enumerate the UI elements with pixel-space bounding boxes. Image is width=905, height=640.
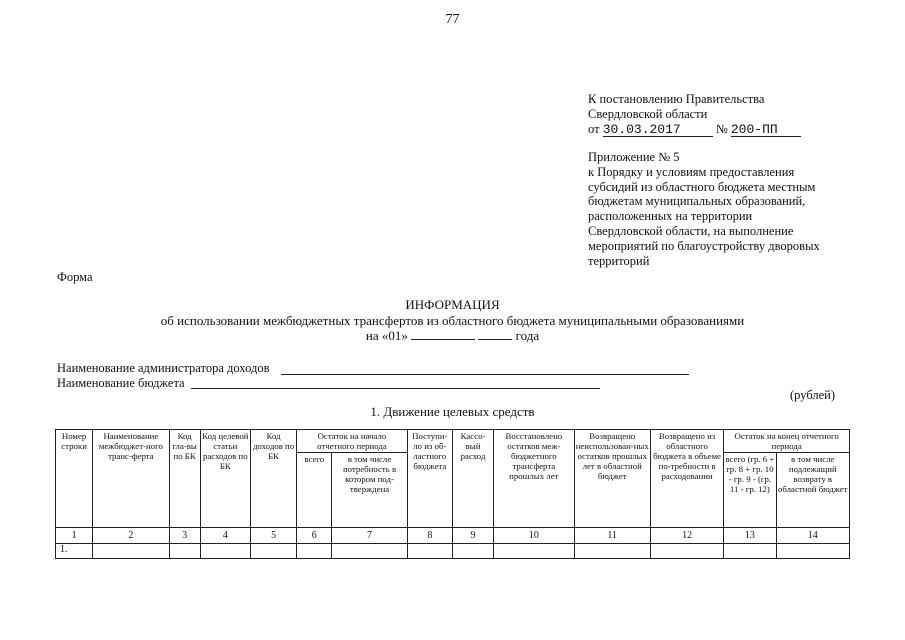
column-number: 6 <box>297 528 332 544</box>
resolution-line-1: К постановлению Правительства <box>588 92 765 106</box>
column-number: 11 <box>574 528 650 544</box>
column-number: 4 <box>200 528 250 544</box>
header-returned-from-region: Возвращено из областного бюджета в объеме по-требности в расходовании <box>650 430 723 528</box>
admin-label: Наименование администратора доходов <box>57 361 270 375</box>
resolution-date: 30.03.2017 <box>603 123 713 137</box>
column-number: 13 <box>724 528 776 544</box>
header-closing-to-return: в том числе подлежащий возврату в областной бюджет <box>776 453 849 528</box>
table-cell[interactable] <box>452 544 493 559</box>
document-title: ИНФОРМАЦИЯ <box>405 297 500 312</box>
report-year-blank[interactable] <box>478 339 512 340</box>
column-number: 14 <box>776 528 849 544</box>
header-chapter-code: Код гла-вы по БК <box>169 430 200 528</box>
header-target-article-code: Код целевой статьи расходов по БК <box>200 430 250 528</box>
column-number: 8 <box>407 528 452 544</box>
header-row-number: Номер строки <box>56 430 93 528</box>
column-number: 2 <box>93 528 169 544</box>
table-cell[interactable] <box>724 544 776 559</box>
funds-table <box>55 429 850 559</box>
header-received: Поступи-ло из об-ластного бюджета <box>407 430 452 528</box>
resolution-number-prefix: № <box>715 122 728 136</box>
form-label: Форма <box>57 270 93 284</box>
column-number: 3 <box>169 528 200 544</box>
table-cell[interactable] <box>93 544 169 559</box>
annex-line: бюджетам муниципальных образований, <box>588 194 806 209</box>
header-opening-confirmed: в том числе потребность в котором под-тверждена <box>332 453 407 528</box>
budget-label: Наименование бюджета <box>57 376 185 390</box>
header-cash-expense: Кассо-вый расход <box>452 430 493 528</box>
column-number: 1 <box>56 528 93 544</box>
annex-block <box>588 150 820 268</box>
table-cell[interactable] <box>574 544 650 559</box>
header-restored: Восстановлено остатков меж-бюджетного трансферта прошлых лет <box>494 430 574 528</box>
budget-input-line[interactable] <box>191 388 600 389</box>
resolution-line-2: Свердловской области <box>588 107 708 121</box>
resolution-date-line <box>588 122 801 137</box>
resolution-block <box>588 92 801 137</box>
table-cell[interactable] <box>407 544 452 559</box>
table-cell[interactable] <box>169 544 200 559</box>
header-returned-unused: Возвращено неиспользован-ных остатков прошлых лет в областной бюджет <box>574 430 650 528</box>
annex-line: субсидий из областного бюджета местным <box>588 179 816 194</box>
table-row <box>56 544 850 559</box>
table-cell[interactable] <box>297 544 332 559</box>
column-number: 10 <box>494 528 574 544</box>
table-cell[interactable] <box>494 544 574 559</box>
report-date-suffix: года <box>515 328 540 343</box>
column-number: 7 <box>332 528 407 544</box>
column-number: 9 <box>452 528 493 544</box>
section-title: 1. Движение целевых средств <box>370 404 535 419</box>
units-label: (рублей) <box>790 388 836 402</box>
column-number: 5 <box>250 528 296 544</box>
header-opening-total: всего <box>297 453 332 528</box>
column-number: 12 <box>650 528 723 544</box>
annex-line: территорий <box>588 253 650 268</box>
report-month-blank[interactable] <box>411 339 475 340</box>
admin-input-line[interactable] <box>281 374 689 375</box>
row-number: 1. <box>56 544 93 559</box>
table-cell[interactable] <box>332 544 407 559</box>
column-number-row <box>56 528 850 544</box>
annex-line: к Порядку и условиям предоставления <box>588 164 795 179</box>
annex-line: Свердловской области, на выполнение <box>588 223 794 238</box>
header-closing-balance: Остаток на конец отчетного периода <box>724 430 850 453</box>
header-transfer-name: Наименование межбюджет-ного транс-ферта <box>93 430 169 528</box>
annex-line: мероприятий по благоустройству дворовых <box>588 238 820 253</box>
annex-title: Приложение № 5 <box>588 150 680 164</box>
resolution-date-prefix: от <box>588 122 600 136</box>
resolution-number: 200-ПП <box>731 123 801 137</box>
table-cell[interactable] <box>250 544 296 559</box>
table-cell[interactable] <box>776 544 849 559</box>
table-cell[interactable] <box>200 544 250 559</box>
annex-line: расположенных на территории <box>588 209 753 224</box>
header-closing-total: всего (гр. 6 + гр. 8 + гр. 10 - гр. 9 - (гр. 11 - гр. 12) <box>724 453 776 528</box>
report-date-line <box>0 328 905 344</box>
report-date-prefix: на «01» <box>365 328 408 343</box>
header-opening-balance: Остаток на начало отчетного периода <box>297 430 408 453</box>
document-subtitle: об использовании межбюджетных трансфертов из областного бюджета муниципальными образованиями <box>160 313 745 328</box>
header-income-code: Код доходов по БК <box>250 430 296 528</box>
table-cell[interactable] <box>650 544 723 559</box>
page-number: 77 <box>445 12 460 27</box>
